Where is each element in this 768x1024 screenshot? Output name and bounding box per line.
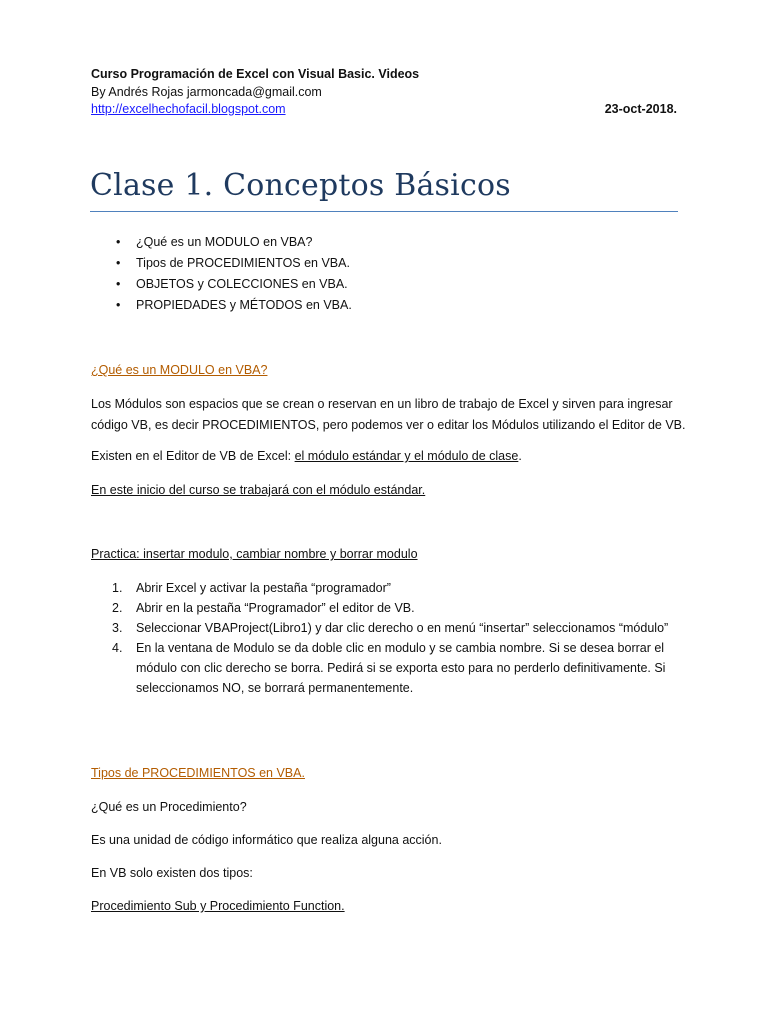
paragraph-modulo-estandar: En este inicio del curso se trabajará con el módulo estándar. xyxy=(91,483,426,497)
step-number: 3. xyxy=(112,621,123,635)
list-item: • Tipos de PROCEDIMIENTOS en VBA. xyxy=(116,253,352,274)
course-title: Curso Programación de Excel con Visual Basic. Videos xyxy=(91,67,420,81)
practice-heading: Practica: insertar modulo, cambiar nombre y borrar modulo xyxy=(91,547,418,561)
step-text: Abrir Excel y activar la pestaña “programador” xyxy=(136,581,391,595)
paragraph-modulos: Los Módulos son espacios que se crean o reservan en un libro de trabajo de Excel y sirven para ingresar código VB, es decir PROCEDIMIENTOS, pero podemos ver o editar los Módulos utilizando el Editor de VB. xyxy=(91,397,686,432)
list-item: • ¿Qué es un MODULO en VBA? xyxy=(116,232,352,253)
step-number: 4. xyxy=(112,641,123,655)
paragraph-tipos-modulo xyxy=(91,446,691,467)
document-header xyxy=(91,66,677,119)
page-title: Clase 1. Conceptos Básicos xyxy=(90,168,678,212)
topics-list xyxy=(116,232,352,316)
section-heading-procedimientos: Tipos de PROCEDIMIENTOS en VBA. xyxy=(91,766,305,780)
list-item xyxy=(112,598,682,618)
step-number: 2. xyxy=(112,601,123,615)
practice-steps-list xyxy=(112,578,682,698)
blog-link[interactable]: http://excelhechofacil.blogspot.com xyxy=(91,102,286,116)
text-fragment: Existen en el Editor de VB de Excel: xyxy=(91,449,295,463)
header-link-row xyxy=(91,101,677,119)
list-item: • PROPIEDADES y MÉTODOS en VBA. xyxy=(116,295,352,316)
underlined-text: el módulo estándar y el módulo de clase xyxy=(294,449,519,463)
step-text: En la ventana de Modulo se da doble clic en modulo y se cambia nombre. Si se desea borrar el módulo con clic derecho se borra. Pedirá si se exporta esto para no perderlo definitivamente. Si seleccionamos NO, se borrará permanentemente. xyxy=(136,641,666,695)
list-item: • OBJETOS y COLECCIONES en VBA. xyxy=(116,274,352,295)
section-heading-modulo: ¿Qué es un MODULO en VBA? xyxy=(91,363,268,377)
paragraph-question: ¿Qué es un Procedimiento? xyxy=(91,800,247,814)
list-item xyxy=(112,578,682,598)
document-date: 23-oct-2018. xyxy=(604,102,677,116)
list-item xyxy=(112,618,682,638)
paragraph-definition: Es una unidad de código informático que realiza alguna acción. xyxy=(91,833,442,847)
paragraph-types: En VB solo existen dos tipos: xyxy=(91,866,253,880)
paragraph-types-list: Procedimiento Sub y Procedimiento Function. xyxy=(91,899,345,913)
step-text: Seleccionar VBAProject(Libro1) y dar clic derecho o en menú “insertar” seleccionamos “módulo” xyxy=(136,621,669,635)
text-fragment: . xyxy=(518,449,522,463)
list-item xyxy=(112,638,682,698)
step-number: 1. xyxy=(112,581,123,595)
author-line: By Andrés Rojas jarmoncada@gmail.com xyxy=(91,84,322,99)
step-text: Abrir en la pestaña “Programador” el editor de VB. xyxy=(136,601,415,615)
